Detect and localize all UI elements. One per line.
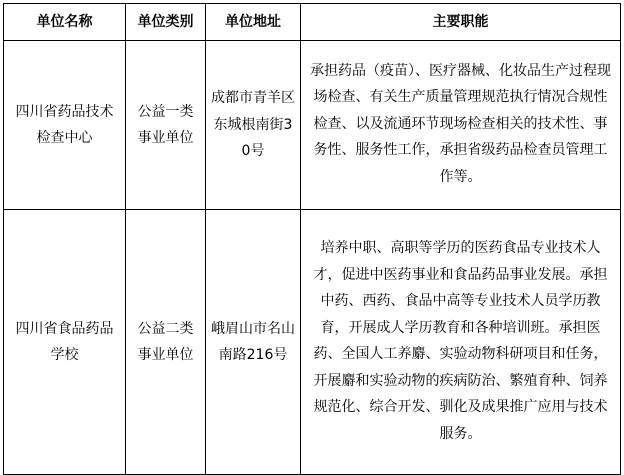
cell-unit-address: 成都市青羊区东城根南街30号 xyxy=(206,41,301,210)
table-row xyxy=(4,210,621,475)
cell-main-duties: 承担药品（疫苗）、医疗器械、化妆品生产过程现场检查、有关生产质量管理规范执行情况合规性检查、以及流通环节现场检查相关的技术性、事务性、服务性工作，承担省级药品检查员管理工作等。 xyxy=(301,41,621,210)
header-unit-address: 单位地址 xyxy=(206,4,301,41)
table-row xyxy=(4,41,621,210)
institutions-table xyxy=(3,3,621,475)
cell-main-duties: 培养中职、高职等学历的医药食品专业技术人才，促进中医药事业和食品药品事业发展。承担中药、西药、食品中高等专业技术人员学历教育，开展成人学历教育和各种培训班。承担医药、全国人工养麝、实验动物科研项目和任务，开展麝和实验动物的疾病防治、繁殖育种、饲养规范化、综合开发、驯化及成果推广应用与技术服务。 xyxy=(301,210,621,475)
header-main-duties: 主要职能 xyxy=(301,4,621,41)
header-unit-category: 单位类别 xyxy=(126,4,206,41)
table-header-row xyxy=(4,4,621,41)
cell-unit-category: 公益二类事业单位 xyxy=(126,210,206,475)
cell-unit-category: 公益一类事业单位 xyxy=(126,41,206,210)
cell-unit-name: 四川省食品药品学校 xyxy=(4,210,126,475)
cell-unit-address: 峨眉山市名山南路216号 xyxy=(206,210,301,475)
header-unit-name: 单位名称 xyxy=(4,4,126,41)
cell-unit-name: 四川省药品技术检查中心 xyxy=(4,41,126,210)
